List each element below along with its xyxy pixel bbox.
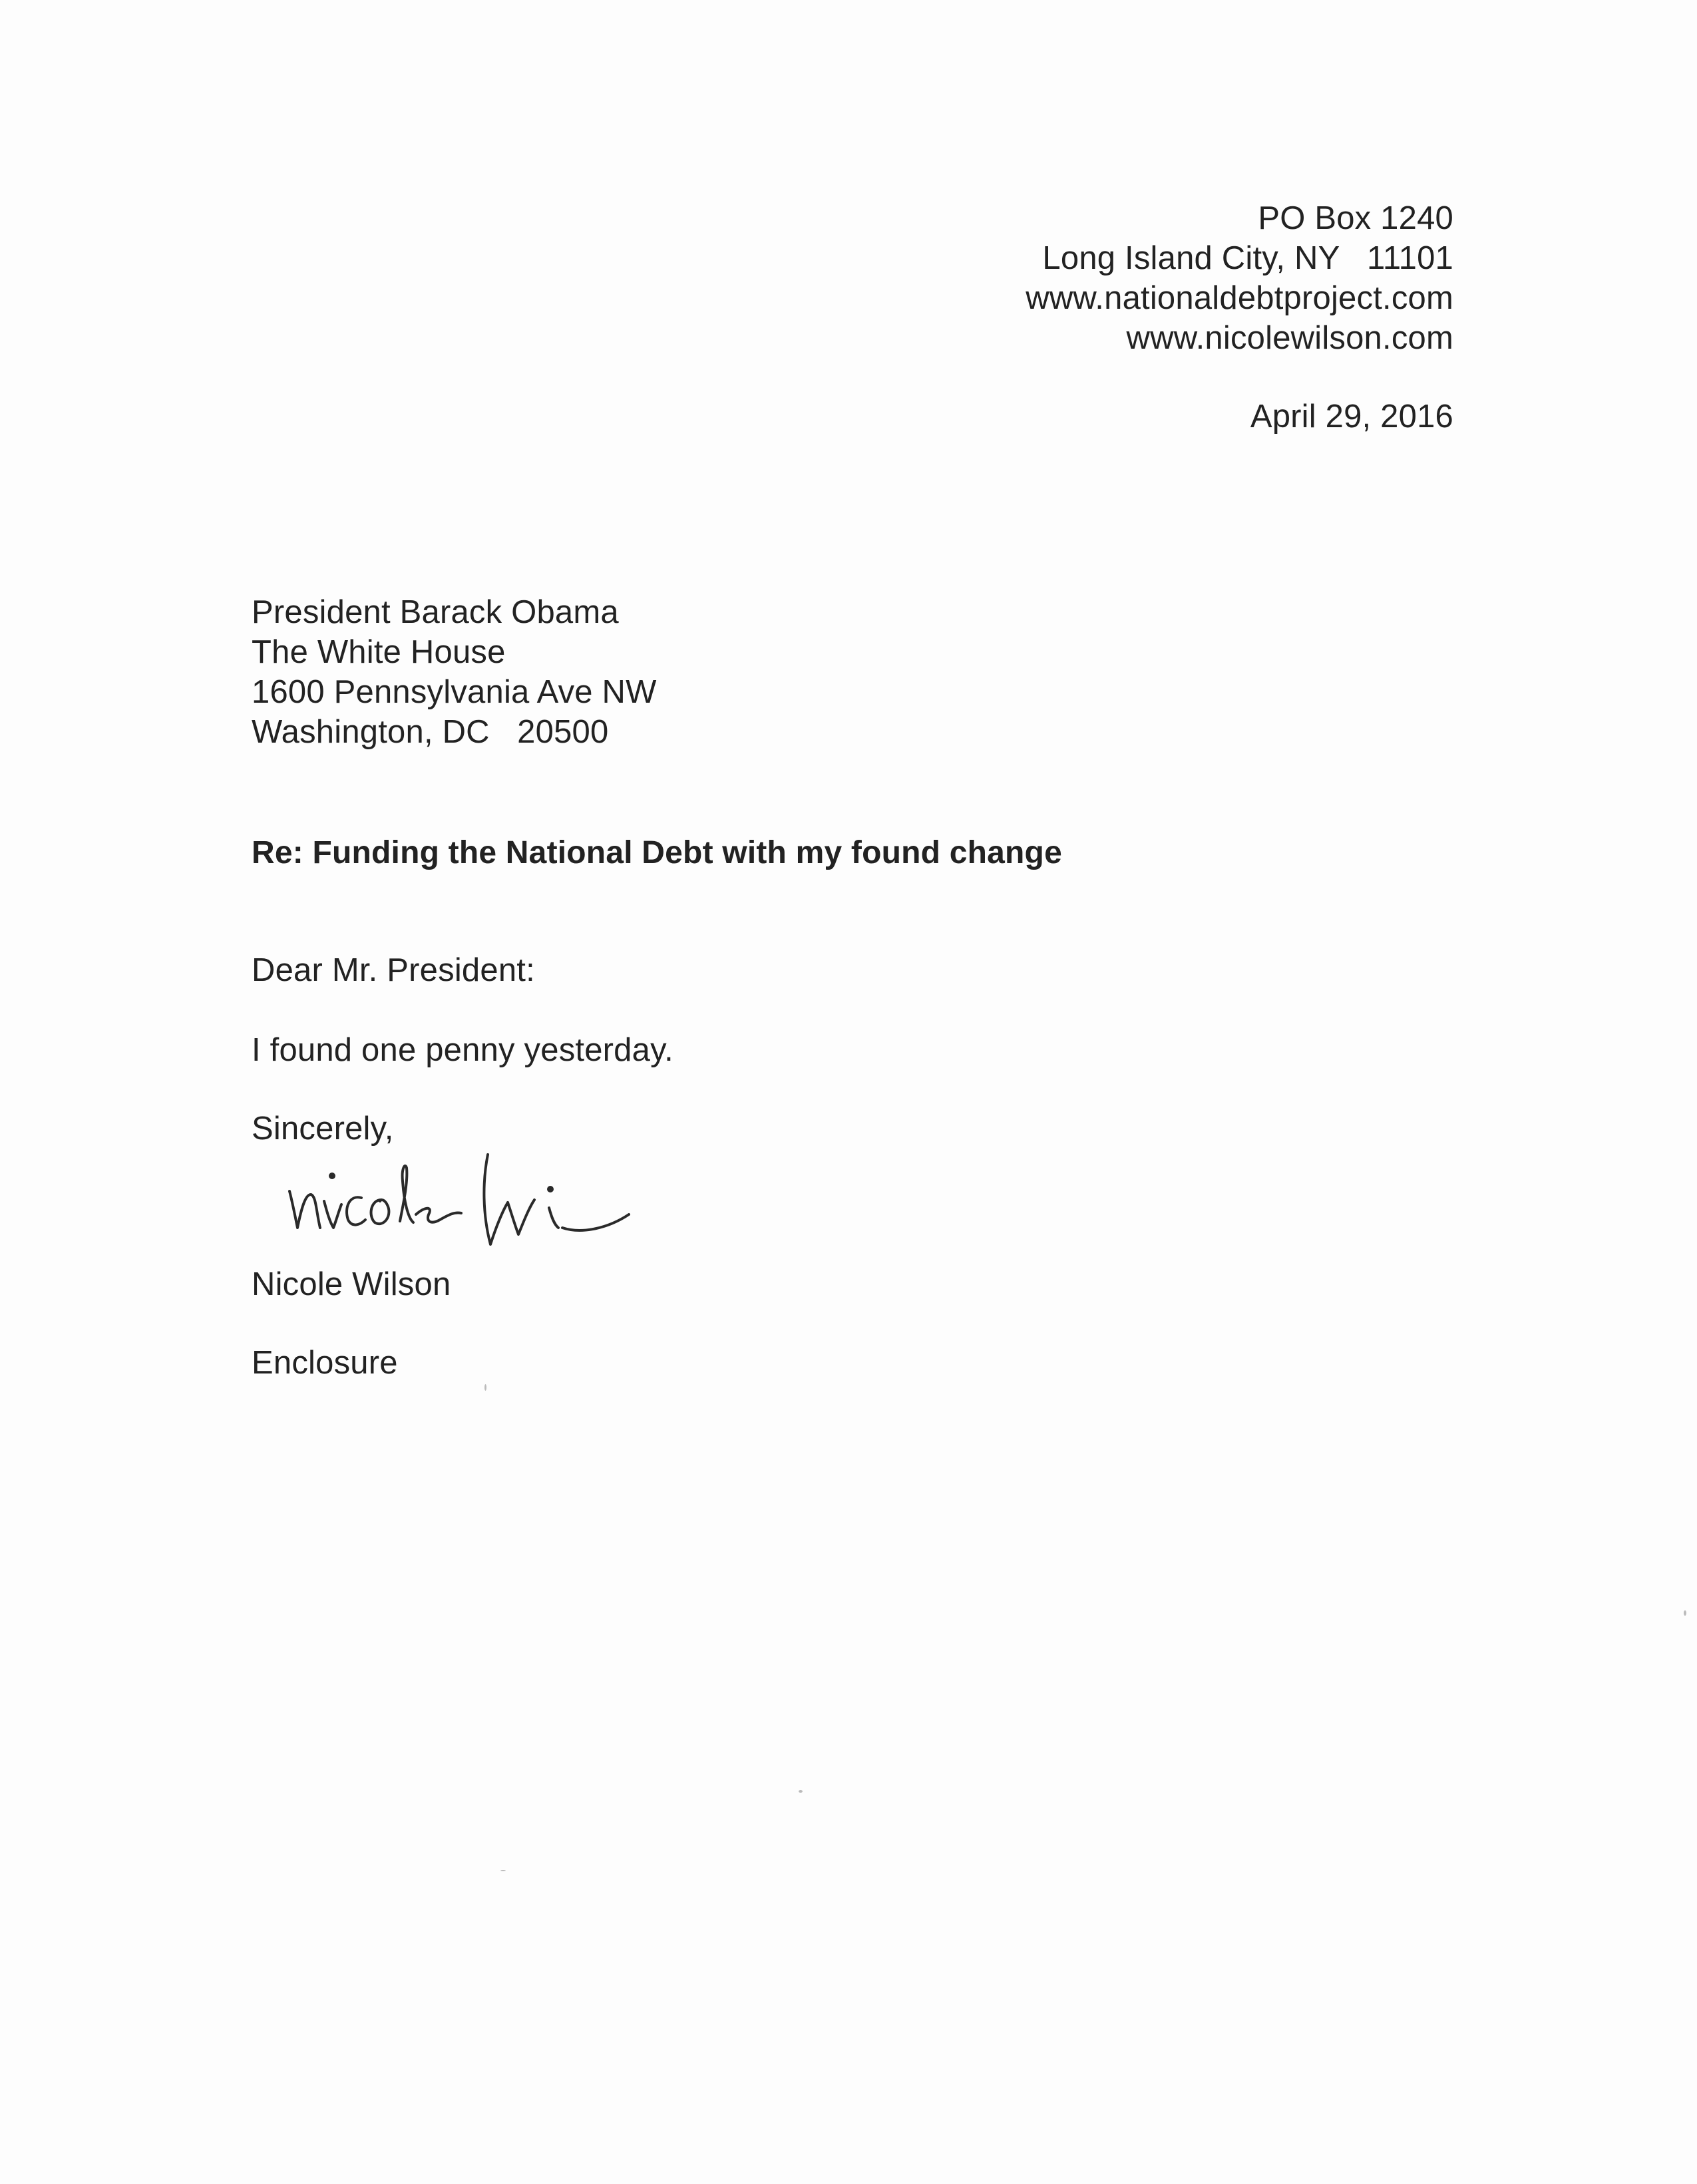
sender-address-line2: Long Island City, NY 11101 xyxy=(1042,240,1453,276)
body-text: I found one penny yesterday. xyxy=(252,1032,673,1068)
scan-speck xyxy=(799,1790,803,1793)
enclosure-note: Enclosure xyxy=(252,1345,398,1381)
recipient-name: President Barack Obama xyxy=(252,594,619,630)
recipient-city: Washington, DC 20500 xyxy=(252,714,609,750)
recipient-street: 1600 Pennsylvania Ave NW xyxy=(252,674,657,710)
sender-website-2: www.nicolewilson.com xyxy=(1126,320,1453,356)
letter-date: April 29, 2016 xyxy=(1250,399,1453,435)
salutation: Dear Mr. President: xyxy=(252,952,535,988)
scan-speck xyxy=(500,1870,506,1871)
scan-speck xyxy=(484,1384,486,1391)
scan-speck xyxy=(1684,1610,1686,1616)
handwritten-signature xyxy=(283,1128,669,1261)
closing: Sincerely, xyxy=(252,1111,394,1147)
sender-address-line1: PO Box 1240 xyxy=(1258,200,1453,236)
signer-name: Nicole Wilson xyxy=(252,1266,451,1302)
sender-website-1: www.nationaldebtproject.com xyxy=(1026,280,1453,316)
subject-line: Re: Funding the National Debt with my found change xyxy=(252,835,1062,870)
recipient-organization: The White House xyxy=(252,634,506,670)
